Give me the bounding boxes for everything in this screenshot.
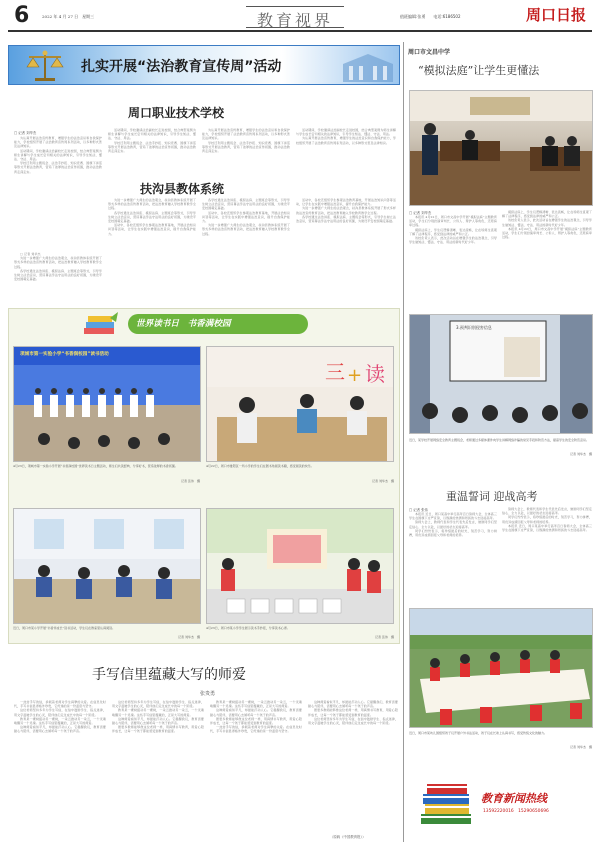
fugou-paragraph: 活动中，各校还组织学生参观法治教育基地，开展法治知识问答等活动，让学生在实践中增强法治意识，提升自我保护能力。 bbox=[108, 223, 196, 236]
letter-col-2 bbox=[112, 700, 204, 840]
zhoukou-paragraph: 活动期间，学校邀请法治副校长走进校园，结合典型案例为师生讲解与学生成长密切相关的法律知识，引导学生知法、懂法、守法、用法。 bbox=[296, 128, 396, 137]
letter-paragraph: 一封封手写的信，承载着老师对学生真挚的关爱。在信息化时代，手写书信显得格外珍贵，它传递的是一份温度与坚守。 bbox=[14, 700, 106, 709]
letter-paragraph: 这种师爱看似平凡，却最能打动人心。它提醒我们，教育需要耐心与陪伴，需要用心去倾听每一个孩子的声音。 bbox=[210, 708, 302, 717]
book-stack-icon bbox=[80, 308, 120, 340]
hotline-title: 教育新闻热线 bbox=[481, 792, 547, 805]
moot-court-paragraph: 模拟法庭上，学生们逻辑清晰、表达流畅，让在场师生直观了解了法律程序，感受到法律的威严和公正。 bbox=[502, 210, 592, 219]
fugou-paragraph: 为进一步增强广大师生的法治观念，扶沟县教体系统开展了形式多样的法治宣传教育活动，把法治教育融入学校教育教学全过程。 bbox=[108, 198, 196, 211]
zhoukou-paragraph: 为认真开展法治宣传教育，增强学生的法治意识和自我保护能力，学校组织开展了法治教育宣传周系列活动，以多种形式普及法律知识。 bbox=[296, 136, 396, 145]
calligraphy-photo bbox=[409, 608, 593, 728]
legal-week-banner bbox=[8, 45, 400, 85]
fugou-paragraph: 各学校通过法治讲座、模拟法庭、主题班会等形式，引导学生树立法治意识，营造尊法学法守法用法的良好氛围，为建设平安校园奠定基础。 bbox=[108, 210, 196, 224]
moot-court-paragraph: 模拟法庭上，学生们逻辑清晰、表达流畅，让在场师生直观了解了法律程序，感受到法律的威严和公正。 bbox=[409, 227, 497, 236]
zhoukou-col-3 bbox=[202, 128, 290, 172]
reading-photo-2-caption: 4月22日，周口市淮阳区一所小学的学生们在图书角阅读书籍，感受阅读的快乐。 bbox=[206, 464, 314, 468]
letter-paragraph: 这位老师坚持多年为学生写信，在信中鼓励学生、指点迷津，用文字温暖学生的心灵，陪伴他们走过成长中的每一个阶段。 bbox=[14, 708, 106, 717]
fugou-col-3 bbox=[296, 198, 396, 310]
letter-paragraph: 这位老师坚持多年为学生写信，在信中鼓励学生、指点迷津，用文字温暖学生的心灵，陪伴他们走过成长中的每一个阶段。 bbox=[112, 700, 204, 709]
classroom-credit: 记者 刘华杰 摄 bbox=[570, 452, 592, 456]
letter-paragraph: 教育是一棵树摇动另一棵树，一朵云推动另一朵云，一个灵魂唤醒另一个灵魂。这些手写信里蕴藏的，正是大写的师爱。 bbox=[210, 700, 302, 709]
zhoukou-paragraph: 为认真开展法治宣传教育，增强学生的法治意识和自我保护能力，学校组织开展了法治教育宣传周系列活动，以多种形式普及法律知识。 bbox=[14, 136, 102, 149]
exam-title: 重温誓词 迎战高考 bbox=[446, 490, 538, 503]
zhoukou-col-2 bbox=[108, 128, 196, 172]
calligraphy-credit: 记者 刘华杰 摄 bbox=[570, 745, 592, 749]
reading-photo-1-label: 项城市第一实验小学“书香润校园”读书活动 bbox=[20, 352, 109, 357]
column-divider bbox=[403, 42, 404, 842]
letter-paragraph: 一封封手写的信，承载着老师对学生真挚的关爱。在信息化时代，手写书信显得格外珍贵，它传递的是一份温度与坚守。 bbox=[210, 725, 302, 734]
classroom-screen-text: 3.预判识别侵害信息 bbox=[456, 325, 492, 330]
zhoukou-school-title: 周口职业技术学校 bbox=[128, 106, 225, 120]
moot-court-reporter: □ 记者 刘华杰 bbox=[409, 211, 432, 215]
banner-title: 扎实开展“法治教育宣传周”活动 bbox=[81, 59, 282, 75]
stacked-books-icon bbox=[417, 776, 477, 828]
letter-col-3 bbox=[210, 700, 302, 840]
fugou-paragraph: 为进一步增强广大师生的法治观念，扶沟县教体系统开展了形式多样的法治宣传教育活动，把法治教育融入学校教育教学全过程。 bbox=[14, 256, 102, 269]
letter-paragraph: 这位老师坚持多年为学生写信，在信中鼓励学生、指点迷津，用文字温暖学生的心灵，陪伴他们走过成长中的每一个阶段。 bbox=[308, 716, 398, 726]
moot-court-paragraph: 本报讯 4月22日，周口市文昌中学开展“模拟法庭”主题教育活动，学生们分别扮演审判长、公诉人、辩护人等角色，还原庭审过程。 bbox=[502, 226, 592, 240]
reading-photo-1-credit: 记者 张伟 摄 bbox=[181, 479, 200, 483]
zhoukou-paragraph: 活动期间，学校邀请法治副校长走进校园，结合典型案例为师生讲解与学生成长密切相关的法律知识，引导学生知法、懂法、守法、用法。 bbox=[14, 148, 102, 162]
exam-reporter: □ 记者 张伟 bbox=[409, 508, 428, 512]
fugou-paragraph: 各学校通过法治讲座、模拟法庭、主题班会等形式，引导学生树立法治意识，营造尊法学法守法用法的良好氛围，为建设平安校园奠定基础。 bbox=[202, 198, 290, 211]
calligraphy-caption: 近日，周口市某幼儿园组织孩子们开展户外书法活动，孩子们在长卷上认真书写，感受传统文化的魅力。 bbox=[409, 731, 548, 735]
zhoukou-paragraph: 为认真开展法治宣传教育，增强学生的法治意识和自我保护能力，学校组织开展了法治教育宣传周系列活动，以多种形式普及法律知识。 bbox=[202, 128, 290, 141]
reading-photo-1-caption: 4月23日，项城市第一实验小学开展“书香润校园”世界读书日主题活动，师生们共读经典、分享好书，营造浓厚的书香氛围。 bbox=[13, 464, 178, 468]
letter-paragraph: 愿更多教师能够像这位老师一样，用真情书写教育，用爱心陪伴成长，让每一个孩子都能感受到教育的温度。 bbox=[210, 716, 302, 726]
reading-photo-4-credit: 记者 张伟 摄 bbox=[375, 635, 394, 639]
classroom-caption: 近日，某学校开展网络安全教育主题班会，老师通过多媒体课件向学生讲解网络诈骗的常见手段和防范方法，提高学生的安全防范意识。 bbox=[409, 438, 590, 442]
reading-banner bbox=[80, 308, 310, 340]
zhoukou-paragraph: 活动期间，学校邀请法治副校长走进校园，结合典型案例为师生讲解与学生成长密切相关的法律知识，引导学生知法、懂法、守法、用法。 bbox=[108, 128, 196, 141]
exam-col-1 bbox=[409, 512, 497, 602]
letter-paragraph: 愿更多教师能够像这位老师一样，用真情书写教育，用爱心陪伴成长，让每一个孩子都能感受到教育的温度。 bbox=[308, 708, 398, 717]
exam-paragraph: 誓师大会上，教师代表和学生代表先后发言，勉励同学们坚定信心、全力以赴，以最好的状态迎接高考。 bbox=[409, 520, 497, 529]
letter-paragraph: 这种师爱看似平凡，却最能打动人心。它提醒我们，教育需要耐心与陪伴，需要用心去倾听每一个孩子的声音。 bbox=[308, 700, 398, 709]
exam-col-2 bbox=[502, 507, 592, 601]
reading-photo-4 bbox=[206, 508, 394, 624]
fugou-reporter: □ 记者 刘华杰 bbox=[20, 252, 41, 256]
fugou-paragraph: 活动中，各校还组织学生参观法治教育基地，开展法治知识问答等活动，让学生在实践中增强法治意识，提升自我保护能力。 bbox=[202, 210, 290, 224]
editor-line: 值班编辑:张勇 电话:6186502 bbox=[400, 14, 461, 19]
zhoukou-paragraph: 学校还利用主题班会、法治手抄报、知识竞赛、国旗下讲话等形式开展法治教育，营造了浓厚的法治宣传氛围，推动法治教育走深走实。 bbox=[14, 161, 102, 174]
zhoukou-col-4 bbox=[296, 128, 396, 172]
fugou-paragraph: 活动中，各校还组织学生参观法治教育基地，开展法治知识问答等活动，让学生在实践中增强法治意识，提升自我保护能力。 bbox=[296, 198, 396, 207]
section-title-box bbox=[246, 6, 344, 28]
reading-photo-2-credit: 记者 刘华杰 摄 bbox=[372, 479, 394, 483]
zhoukou-reporter: □ 记者 刘华杰 bbox=[14, 131, 37, 135]
fugou-title: 扶沟县教体系统 bbox=[140, 182, 225, 196]
letter-paragraph: 愿更多教师能够像这位老师一样，用真情书写教育，用爱心陪伴成长，让每一个孩子都能感受到教育的温度。 bbox=[112, 725, 204, 734]
exam-paragraph: 同学们纷纷表示，将珍惜最后的时光，刻苦学习，努力拼搏，用优异成绩回报父母和老师的培养。 bbox=[502, 515, 592, 524]
reading-photo-3-caption: 近日，周口市某小学开展“书香伴成长”读书活动，学生们在教室里认真阅读。 bbox=[13, 626, 116, 630]
fugou-col-2 bbox=[202, 198, 290, 310]
fugou-col-1 bbox=[108, 198, 196, 310]
moot-court-col-1 bbox=[409, 215, 497, 299]
zhoukou-paragraph: 学校还利用主题班会、法治手抄报、知识竞赛、国旗下讲话等形式开展法治教育，营造了浓厚的法治宣传氛围，推动法治教育走深走实。 bbox=[202, 140, 290, 154]
reading-photo-4-caption: 4月23日，周口市某小学学生展示读书手抄报，分享读书心得。 bbox=[206, 626, 290, 630]
moot-court-title: “模拟法庭”让学生更懂法 bbox=[418, 64, 540, 77]
moot-court-col-2 bbox=[502, 210, 592, 298]
fugou-col-0 bbox=[14, 252, 102, 316]
letter-col-1 bbox=[14, 700, 106, 840]
reading-banner-title: 世界读书日 书香满校园 bbox=[136, 319, 231, 329]
reading-photo-3 bbox=[13, 508, 201, 624]
letter-paragraph: 教育是一棵树摇动另一棵树，一朵云推动另一朵云，一个灵魂唤醒另一个灵魂。这些手写信里蕴藏的，正是大写的师爱。 bbox=[112, 708, 204, 717]
reading-photo-1 bbox=[13, 346, 201, 462]
fugou-paragraph: 各学校通过法治讲座、模拟法庭、主题班会等形式，引导学生树立法治意识，营造尊法学法守法用法的良好氛围，为建设平安校园奠定基础。 bbox=[14, 268, 102, 282]
reading-photo-2 bbox=[206, 346, 394, 462]
fugou-paragraph: 为进一步增强广大师生的法治观念，扶沟县教体系统开展了形式多样的法治宣传教育活动，把法治教育融入学校教育教学全过程。 bbox=[296, 206, 396, 215]
scales-of-justice-icon bbox=[23, 49, 67, 83]
moot-court-kicker: 周口市文昌中学 bbox=[408, 49, 451, 56]
letter-source: （原载《中国教育报》） bbox=[330, 835, 366, 839]
page-number: 6 bbox=[14, 3, 30, 28]
section-title: 教育视界 bbox=[256, 11, 333, 30]
zhoukou-paragraph: 学校还利用主题班会、法治手抄报、知识竞赛、国旗下讲话等形式开展法治教育，营造了浓厚的法治宣传氛围，推动法治教育走深走实。 bbox=[108, 140, 196, 154]
hotline-box bbox=[409, 760, 593, 842]
paper-name: 周口日报 bbox=[526, 6, 587, 24]
exam-paragraph: 本报讯 近日，周口某高中举行高考百日誓师大会，全体高三学生在国旗下庄严宣誓，以饱满的热情和昂扬的斗志迎接高考。 bbox=[409, 512, 497, 521]
fugou-paragraph: 各学校通过法治讲座、模拟法庭、主题班会等形式，引导学生树立法治意识，营造尊法学法守法用法的良好氛围，为建设平安校园奠定基础。 bbox=[296, 214, 396, 224]
letter-paragraph: 这种师爱看似平凡，却最能打动人心。它提醒我们，教育需要耐心与陪伴，需要用心去倾听每一个孩子的声音。 bbox=[112, 716, 204, 726]
hotline-phones: 13592220016 15290650696 bbox=[483, 809, 549, 814]
exam-paragraph: 同学们纷纷表示，将珍惜最后的时光，刻苦学习，努力拼搏，用优异成绩回报父母和老师的培养。 bbox=[409, 528, 497, 538]
svg-text:+: + bbox=[347, 365, 363, 386]
letter-author: 张贵勇 bbox=[200, 691, 216, 697]
exam-paragraph: 誓师大会上，教师代表和学生代表先后发言，勉励同学们坚定信心、全力以赴，以最好的状态迎接高考。 bbox=[502, 507, 592, 516]
masthead bbox=[0, 0, 600, 38]
reading-photo-3-credit: 记者 刘华杰 摄 bbox=[178, 635, 200, 639]
building-silhouette bbox=[339, 52, 397, 82]
moot-court-photo bbox=[409, 90, 593, 206]
svg-text:三: 三 bbox=[325, 360, 345, 384]
svg-text:读: 读 bbox=[365, 362, 385, 386]
letter-paragraph: 这种师爱看似平凡，却最能打动人心。它提醒我们，教育需要耐心与陪伴，需要用心去倾听每一个孩子的声音。 bbox=[14, 725, 106, 734]
header-rule bbox=[8, 30, 592, 32]
moot-court-paragraph: 该校负责人表示，此次活动旨在增强学生的法治观念，引导学生做知法、懂法、守法、用法的新时代好少年。 bbox=[409, 236, 497, 245]
date-line: 2022 年 4 月 27 日 星期三 bbox=[42, 14, 95, 19]
letter-title: 手写信里蕴藏大写的师爱 bbox=[92, 667, 246, 683]
zhoukou-col-1 bbox=[14, 136, 102, 248]
classroom-photo bbox=[409, 314, 593, 434]
fugou-paragraph: 为进一步增强广大师生的法治观念，扶沟县教体系统开展了形式多样的法治宣传教育活动，把法治教育融入学校教育教学全过程。 bbox=[202, 223, 290, 236]
letter-paragraph: 教育是一棵树摇动另一棵树，一朵云推动另一朵云，一个灵魂唤醒另一个灵魂。这些手写信里蕴藏的，正是大写的师爱。 bbox=[14, 716, 106, 726]
exam-paragraph: 本报讯 近日，周口某高中举行高考百日誓师大会，全体高三学生在国旗下庄严宣誓，以饱满的热情和昂扬的斗志迎接高考。 bbox=[502, 523, 592, 533]
letter-col-4 bbox=[308, 700, 398, 832]
moot-court-paragraph: 该校负责人表示，此次活动旨在增强学生的法治观念，引导学生做知法、懂法、守法、用法的新时代好少年。 bbox=[502, 218, 592, 227]
moot-court-paragraph: 本报讯 4月22日，周口市文昌中学开展“模拟法庭”主题教育活动，学生们分别扮演审判长、公诉人、辩护人等角色，还原庭审过程。 bbox=[409, 215, 497, 228]
